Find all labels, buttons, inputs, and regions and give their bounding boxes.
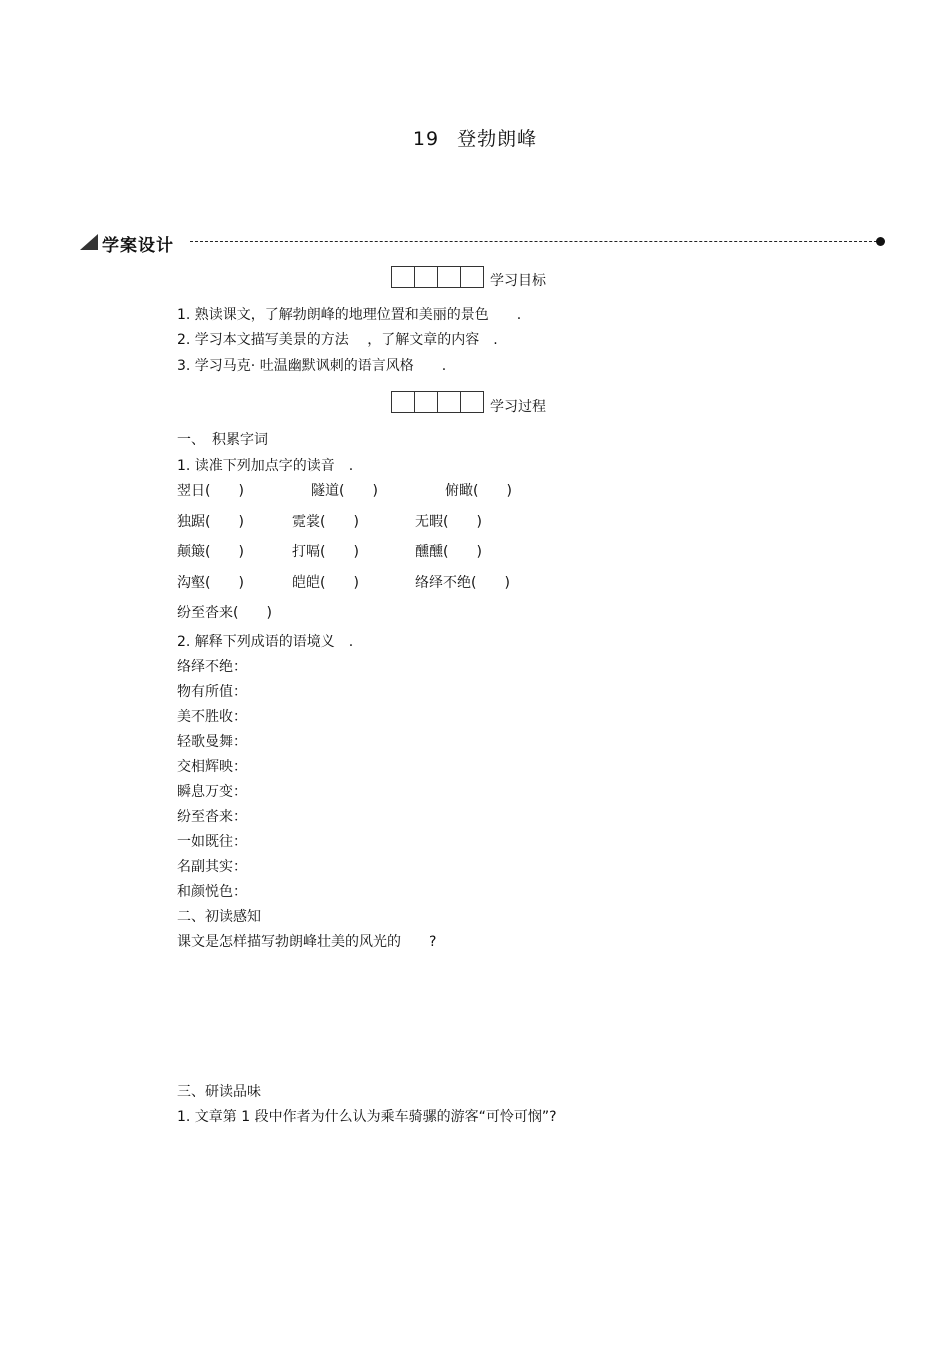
pron-item: 霓裳( )	[292, 514, 359, 530]
pron-item: 无暇( )	[415, 514, 482, 530]
banner-dashed-line	[190, 241, 877, 242]
box-icon	[415, 266, 438, 288]
idiom-item: 名副其实：	[177, 859, 247, 875]
idiom-item: 交相辉映：	[177, 759, 247, 775]
goal-item: 1. 熟读课文，了解勃朗峰的地理位置和美丽的景色 .	[177, 307, 522, 323]
banner-label: 学案设计	[102, 236, 174, 256]
goals-boxes	[391, 266, 484, 288]
pron-item: 隧道( )	[311, 483, 378, 499]
goals-heading: 学习目标	[490, 273, 546, 289]
idiom-item: 和颜悦色：	[177, 884, 247, 900]
part1-q2: 2. 解释下列成语的语境义 .	[177, 634, 354, 650]
process-boxes	[391, 391, 484, 413]
banner-end-dot-icon	[876, 237, 885, 246]
pron-item: 沟壑( )	[177, 575, 244, 591]
box-icon	[438, 266, 461, 288]
idiom-item: 一如既往：	[177, 834, 247, 850]
pron-item: 独踞( )	[177, 514, 244, 530]
pron-item: 络绎不绝( )	[415, 575, 510, 591]
idiom-item: 纷至沓来：	[177, 809, 247, 825]
pron-item: 俯瞰( )	[445, 483, 512, 499]
part3-question: 1. 文章第 1 段中作者为什么认为乘车骑骡的游客“可怜可悯”?	[177, 1109, 557, 1125]
goal-item: 3. 学习马克· 吐温幽默讽刺的语言风格 .	[177, 358, 447, 374]
pron-item: 皑皑( )	[292, 575, 359, 591]
idiom-item: 瞬息万变：	[177, 784, 247, 800]
part2-question: 课文是怎样描写勃朗峰壮美的风光的 ?	[177, 934, 437, 950]
page-title	[0, 130, 950, 148]
process-heading: 学习过程	[490, 399, 546, 415]
box-icon	[415, 391, 438, 413]
part3-heading: 三、研读品味	[177, 1084, 261, 1100]
lesson-title: 登勃朗峰	[457, 128, 538, 150]
box-icon	[391, 391, 415, 413]
goal-item: 2. 学习本文描写美景的方法 ，了解文章的内容 .	[177, 332, 498, 348]
idiom-item: 轻歌曼舞：	[177, 734, 247, 750]
box-icon	[461, 266, 484, 288]
idiom-item: 物有所值：	[177, 684, 247, 700]
part1-heading: 一、 积累字词	[177, 432, 268, 448]
lesson-number: 19	[412, 128, 440, 150]
pron-item: 颠簸( )	[177, 544, 244, 560]
banner-triangle-icon	[80, 234, 98, 250]
idiom-item: 美不胜收：	[177, 709, 247, 725]
section-banner	[80, 230, 885, 254]
pron-item: 打嗝( )	[292, 544, 359, 560]
pron-item: 醺醺( )	[415, 544, 482, 560]
part1-q1: 1. 读准下列加点字的读音 .	[177, 458, 354, 474]
box-icon	[391, 266, 415, 288]
box-icon	[438, 391, 461, 413]
pron-item: 纷至沓来( )	[177, 605, 272, 621]
idiom-item: 络绎不绝：	[177, 659, 247, 675]
box-icon	[461, 391, 484, 413]
pron-item: 翌日( )	[177, 483, 244, 499]
part2-heading: 二、初读感知	[177, 909, 261, 925]
